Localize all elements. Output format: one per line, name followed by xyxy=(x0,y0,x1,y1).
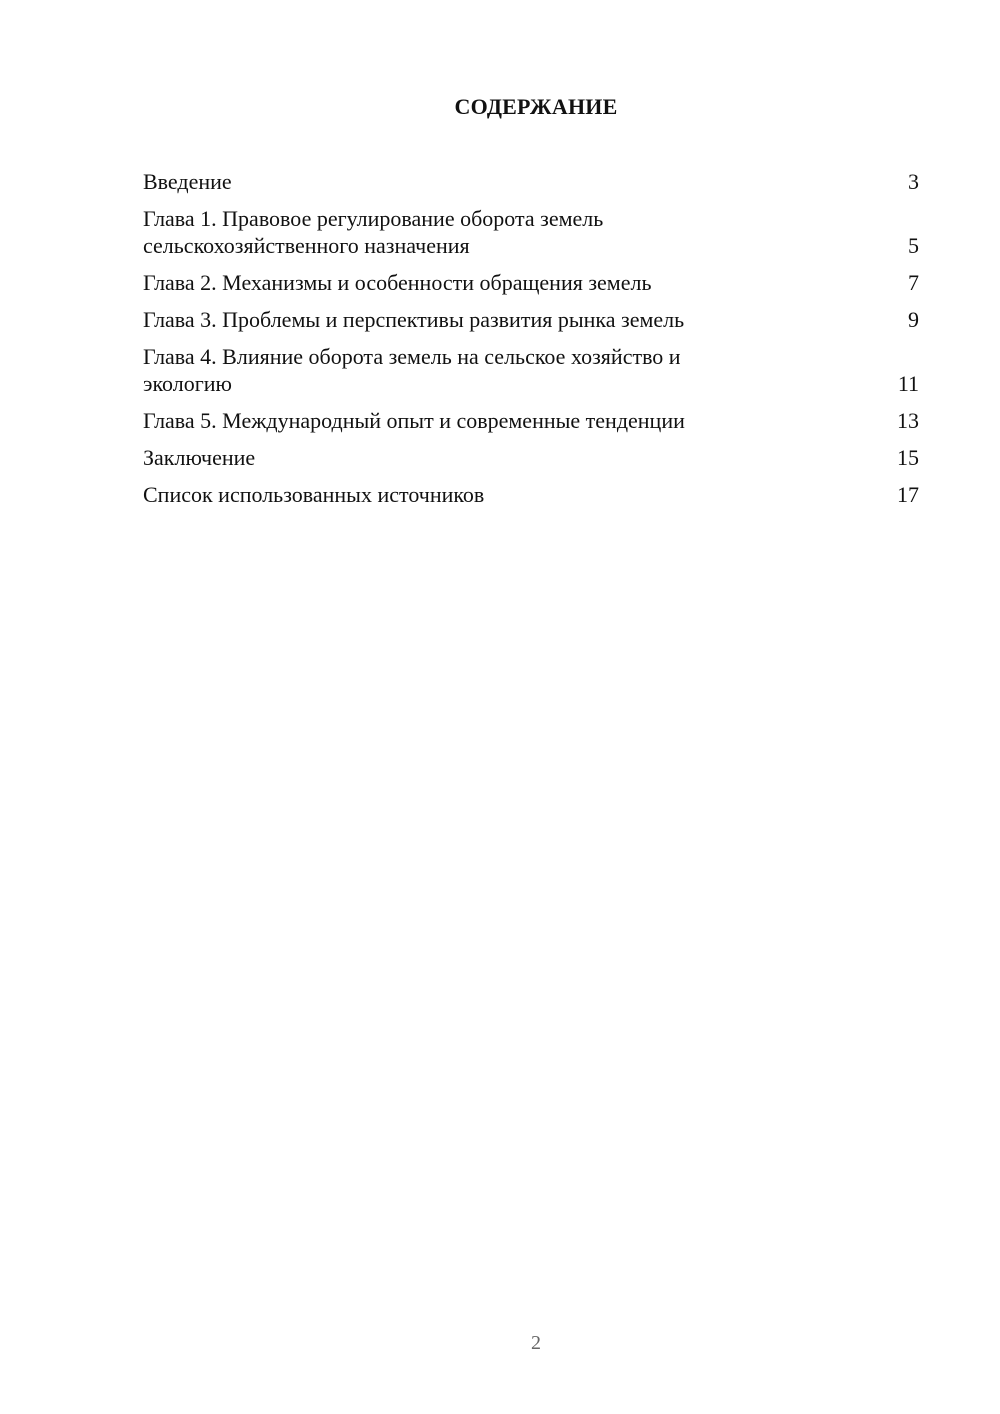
toc-entry-title-line1: Глава 4. Влияние оборота земель на сельское хозяйство и xyxy=(143,344,681,369)
toc-entry-page: 17 xyxy=(897,482,919,507)
table-of-contents xyxy=(143,168,919,518)
toc-entry-title: Введение xyxy=(143,169,232,194)
page-title: СОДЕРЖАНИЕ xyxy=(454,94,618,119)
toc-entry-title-line2: сельскохозяйственного назначения xyxy=(143,233,470,258)
toc-entry-page: 9 xyxy=(908,307,919,332)
toc-entry-conclusion xyxy=(143,444,919,471)
toc-entry-title-line2: экологию xyxy=(143,371,232,396)
toc-entry-references xyxy=(143,481,919,508)
toc-entry-title: Глава 5. Международный опыт и современные тенденции xyxy=(143,408,685,433)
toc-entry-title: Список использованных источников xyxy=(143,482,485,507)
toc-entry-page: 3 xyxy=(908,169,919,194)
toc-entry-page: 13 xyxy=(897,408,919,433)
toc-entry-title-line1: Глава 1. Правовое регулирование оборота земель xyxy=(143,206,604,231)
toc-entry-page: 5 xyxy=(908,233,919,258)
toc-entry-chapter-2 xyxy=(143,269,919,296)
toc-entry-introduction xyxy=(143,168,919,195)
toc-entry-page: 15 xyxy=(897,445,919,470)
toc-entry-title: Глава 2. Механизмы и особенности обращения земель xyxy=(143,270,652,295)
toc-entry-chapter-1 xyxy=(143,205,919,259)
toc-entry-chapter-5 xyxy=(143,407,919,434)
toc-entry-title xyxy=(143,343,898,397)
toc-entry-title xyxy=(143,205,908,259)
toc-entry-chapter-3 xyxy=(143,306,919,333)
toc-entry-page: 11 xyxy=(897,371,919,396)
toc-entry-chapter-4 xyxy=(143,343,919,397)
toc-entry-title: Глава 3. Проблемы и перспективы развития рынка земель xyxy=(143,307,685,332)
toc-entry-page: 7 xyxy=(908,270,919,295)
toc-entry-title: Заключение xyxy=(143,445,256,470)
page-number: 2 xyxy=(531,1332,541,1354)
